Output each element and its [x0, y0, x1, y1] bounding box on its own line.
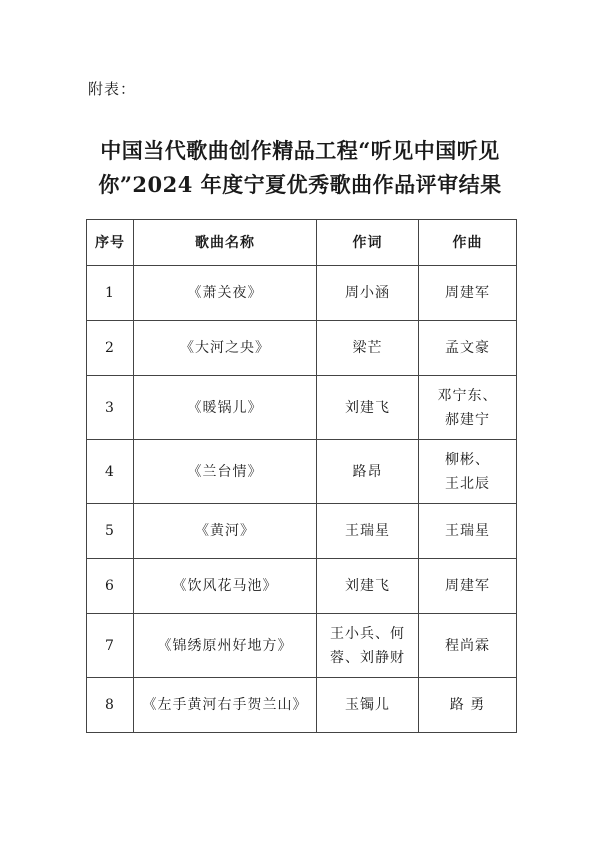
composer-text: 王北辰	[445, 475, 490, 492]
table-row	[87, 559, 517, 614]
cell-composer	[419, 440, 517, 504]
header-song: 歌曲名称	[134, 220, 317, 266]
cell-composer	[419, 559, 517, 614]
composer-text: 王瑞星	[445, 523, 490, 539]
cell-song: 《萧关夜》	[134, 266, 317, 321]
results-table	[86, 219, 517, 733]
header-no: 序号	[87, 220, 134, 266]
cell-lyricist	[317, 266, 419, 321]
cell-composer	[419, 266, 517, 321]
cell-no: 3	[87, 376, 134, 440]
table-row	[87, 376, 517, 440]
cell-lyricist	[317, 678, 419, 733]
composer-text: 路 勇	[449, 697, 486, 713]
lyricist-text: 刘建飞	[345, 578, 390, 594]
composer-text: 周建军	[445, 285, 490, 301]
cell-composer	[419, 614, 517, 678]
lyricist-text: 梁芒	[352, 340, 383, 356]
composer-text: 孟文豪	[445, 340, 490, 356]
cell-song: 《饮风花马池》	[134, 559, 317, 614]
lyricist-text: 周小涵	[345, 285, 390, 301]
table-row	[87, 678, 517, 733]
lyricist-text: 蓉、刘静财	[330, 649, 405, 666]
composer-text: 邓宁东、	[437, 387, 498, 404]
cell-composer	[419, 376, 517, 440]
lyricist-text: 王瑞星	[345, 523, 390, 539]
lyricist-text: 玉镯儿	[345, 697, 390, 713]
cell-song: 《左手黄河右手贺兰山》	[134, 678, 317, 733]
cell-composer	[419, 321, 517, 376]
cell-lyricist	[317, 559, 419, 614]
header-lyricist: 作词	[317, 220, 419, 266]
lyricist-text: 刘建飞	[345, 399, 390, 416]
lyricist-text: 王小兵、何	[330, 625, 405, 642]
table-row	[87, 321, 517, 376]
table-row	[87, 266, 517, 321]
cell-song: 《兰台情》	[134, 440, 317, 504]
cell-lyricist	[317, 504, 419, 559]
cell-song: 《锦绣原州好地方》	[134, 614, 317, 678]
table-body	[87, 266, 517, 733]
cell-lyricist	[317, 440, 419, 504]
cell-song: 《暖锅儿》	[134, 376, 317, 440]
cell-song: 《大河之央》	[134, 321, 317, 376]
table-row	[87, 504, 517, 559]
title-line-2: 你”2024 年度宁夏优秀歌曲作品评审结果	[98, 172, 502, 197]
lyricist-text: 路昂	[352, 463, 383, 480]
cell-no: 5	[87, 504, 134, 559]
header-composer: 作曲	[419, 220, 517, 266]
composer-text: 周建军	[445, 578, 490, 594]
composer-text: 柳彬、	[445, 451, 490, 468]
cell-composer	[419, 504, 517, 559]
table-header-row	[87, 220, 517, 266]
cell-lyricist	[317, 376, 419, 440]
title-line-1: 中国当代歌曲创作精品工程“听见中国听见	[100, 138, 500, 163]
composer-text: 郝建宁	[445, 411, 490, 428]
cell-no: 6	[87, 559, 134, 614]
cell-song: 《黄河》	[134, 504, 317, 559]
cell-lyricist	[317, 614, 419, 678]
cell-no: 2	[87, 321, 134, 376]
table-row	[87, 440, 517, 504]
annex-label: 附表：	[88, 80, 137, 98]
cell-no: 4	[87, 440, 134, 504]
cell-no: 1	[87, 266, 134, 321]
page-title	[60, 134, 540, 202]
cell-no: 8	[87, 678, 134, 733]
composer-text: 程尚霖	[445, 637, 490, 654]
table-row	[87, 614, 517, 678]
cell-no: 7	[87, 614, 134, 678]
cell-composer	[419, 678, 517, 733]
cell-lyricist	[317, 321, 419, 376]
